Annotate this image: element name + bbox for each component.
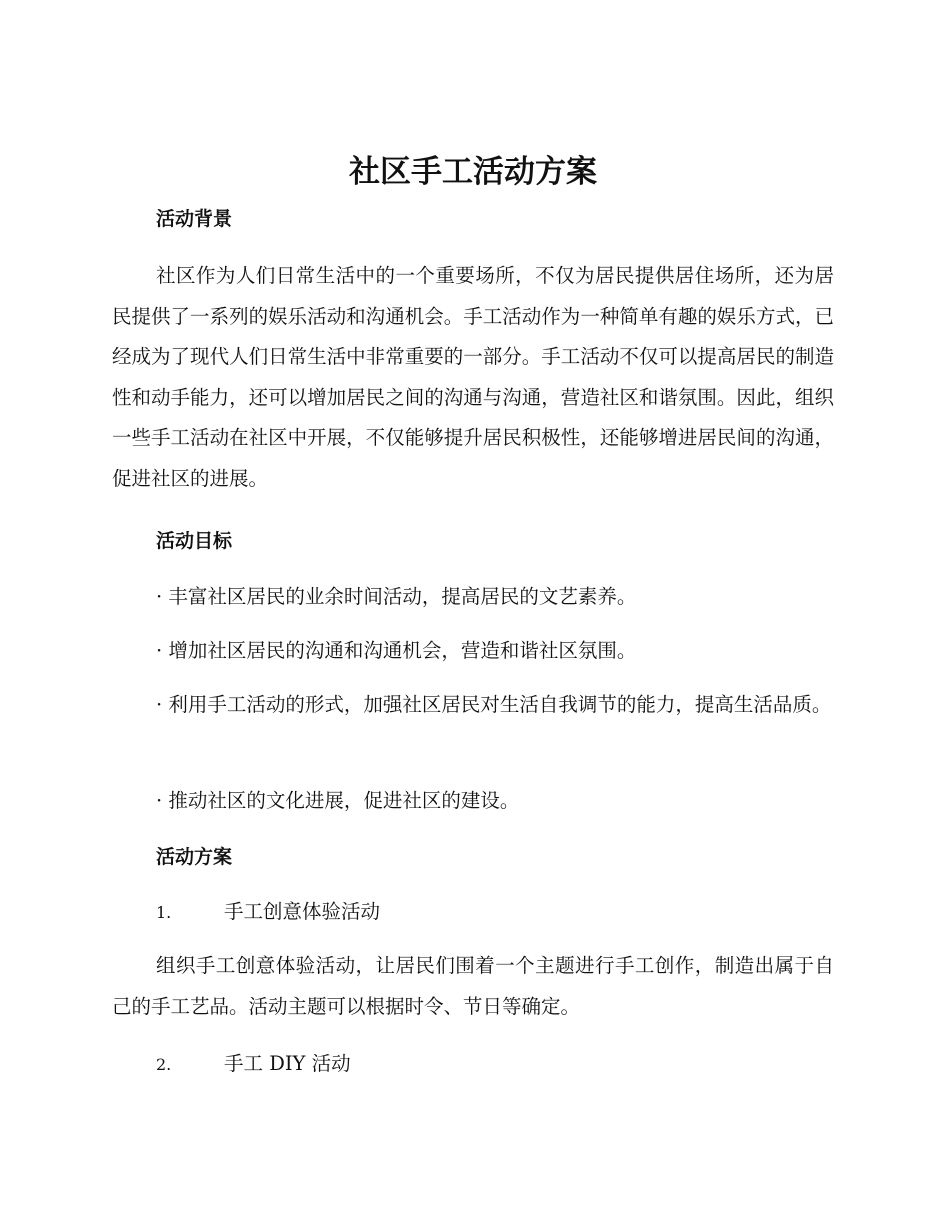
section-heading-goals: 活动目标 [156, 530, 233, 552]
plan-item-number: 1. [156, 903, 172, 922]
goal-item: · 推动社区的文化进展，促进社区的建设。 [156, 789, 520, 812]
goal-item: · 增加社区居民的沟通和沟通机会，营造和谐社区氛围。 [156, 639, 637, 662]
section-heading-plan: 活动方案 [156, 846, 233, 868]
plan-item-label: 手工 DIY 活动 [224, 1052, 351, 1075]
plan-item-1 [156, 897, 380, 928]
plan-item-2 [156, 1049, 351, 1080]
section-heading-background: 活动背景 [156, 208, 233, 230]
plan-item-1-description: 组织手工创意体验活动，让居民们围着一个主题进行手工创作，制造出属于自己的手工艺品。活动主题可以根据时令、节日等确定。 [112, 954, 834, 1018]
background-paragraph: 社区作为人们日常生活中的一个重要场所，不仅为居民提供居住场所，还为居民提供了一系列的娱乐活动和沟通机会。手工活动作为一种简单有趣的娱乐方式，已经成为了现代人们日常生活中非常重要的一部分。手工活动不仅可以提高居民的制造性和动手能力，还可以增加居民之间的沟通与沟通，营造社区和谐氛围。因此，组织一些手工活动在社区中开展，不仅能够提升居民积极性，还能够增进居民间的沟通，促进社区的进展。 [112, 264, 834, 490]
document-title: 社区手工活动方案 [349, 154, 597, 190]
plan-item-label: 手工创意体验活动 [224, 900, 381, 923]
plan-item-number: 2. [156, 1055, 172, 1074]
goal-item: · 丰富社区居民的业余时间活动，提高居民的文艺素养。 [156, 585, 637, 608]
goal-item: · 利用手工活动的形式，加强社区居民对生活自我调节的能力，提高生活品质。 [156, 693, 832, 716]
